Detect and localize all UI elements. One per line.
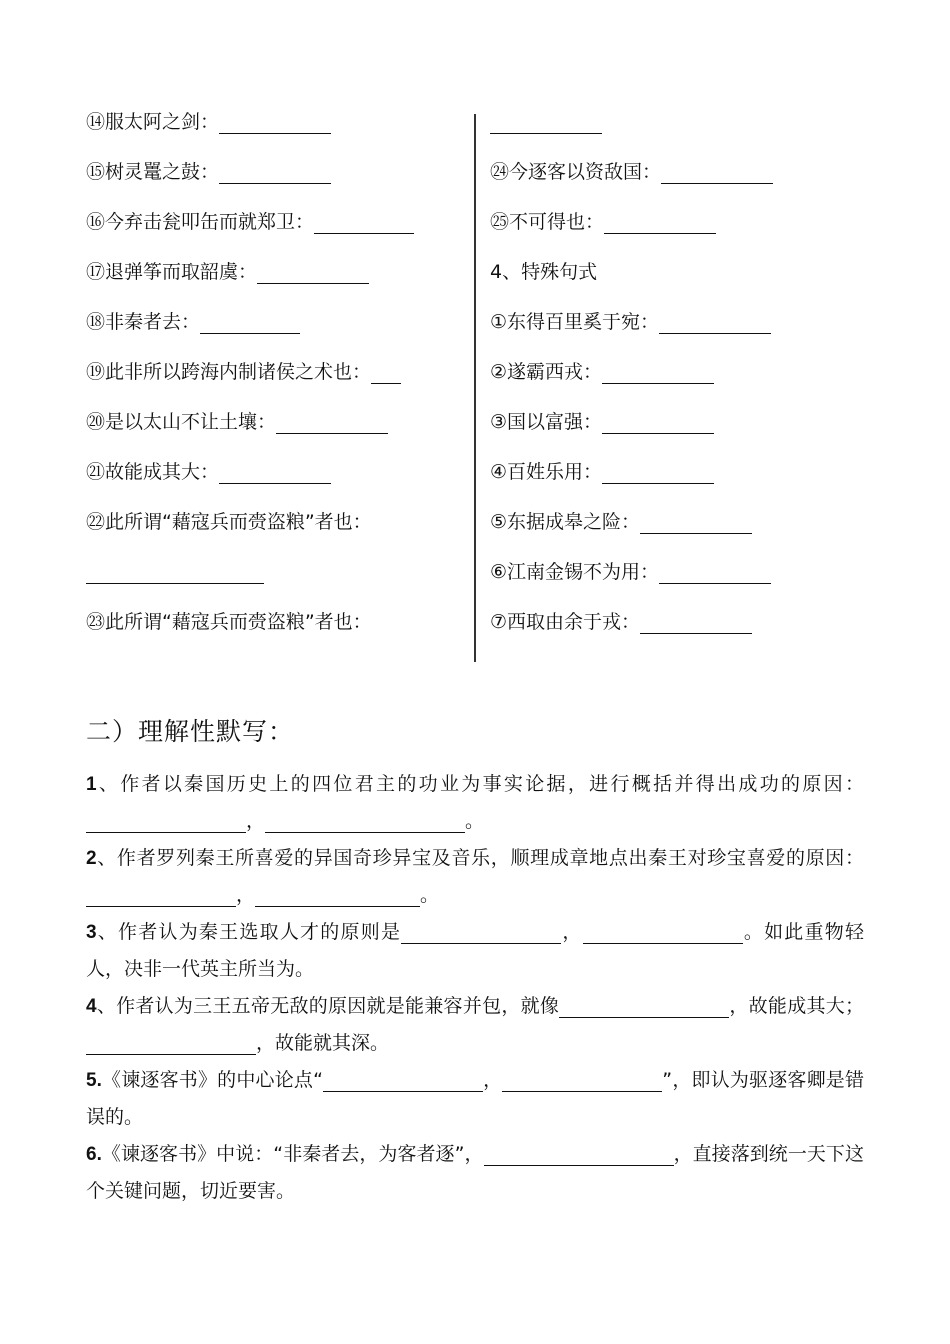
list-item: ⑭服太阿之剑： <box>86 108 464 158</box>
answer-blank[interactable] <box>219 111 331 134</box>
answer-blank[interactable] <box>640 511 752 534</box>
question-5: 5.《谏逐客书》的中心论点“ ， ”，即认为驱逐客卿是错误的。 <box>86 1069 864 1128</box>
section-heading: 二）理解性默写： <box>86 717 295 746</box>
answer-blank[interactable] <box>255 884 420 907</box>
answer-blank[interactable] <box>559 995 729 1018</box>
answer-blank[interactable] <box>323 1069 483 1092</box>
question-6: 6.《谏逐客书》中说：“非秦者去，为客者逐”， ，直接落到统一天下这个关键问题，切近要害。 <box>86 1143 864 1202</box>
list-item: ⑯今弃击瓮叩缶而就郑卫： <box>86 208 464 258</box>
left-column <box>86 108 464 658</box>
answer-blank[interactable] <box>86 1032 256 1055</box>
list-item: ③国以富强： <box>490 408 870 458</box>
answer-blank[interactable] <box>371 361 401 384</box>
list-item <box>86 558 464 608</box>
answer-blank[interactable] <box>314 211 414 234</box>
list-item: ㉓此所谓“藉寇兵而赍盗粮”者也： <box>86 611 372 633</box>
answer-blank[interactable] <box>265 810 465 833</box>
column-divider <box>474 114 476 662</box>
answer-blank[interactable] <box>219 461 331 484</box>
answer-blank[interactable] <box>602 411 714 434</box>
comprehension-section <box>86 766 864 1210</box>
list-item: ②遂霸西戎： <box>490 358 870 408</box>
list-item: ㉕不可得也： <box>490 208 870 258</box>
answer-blank[interactable] <box>86 884 236 907</box>
list-item: ⑦西取由余于戎： <box>490 608 870 658</box>
list-item: ④百姓乐用： <box>490 458 870 508</box>
list-item: ⑤东据成皋之险： <box>490 508 870 558</box>
list-item: ⑰退弹筝而取韶虞： <box>86 258 464 308</box>
list-item: ⑳是以太山不让土壤： <box>86 408 464 458</box>
question-2: 2、作者罗列秦王所喜爱的异国奇珍异宝及音乐，顺理成章地点出秦王对珍宝喜爱的原因：， 。 <box>86 847 864 906</box>
list-item: ①东得百里奚于宛： <box>490 308 870 358</box>
answer-blank[interactable] <box>86 561 264 584</box>
answer-blank[interactable] <box>602 361 714 384</box>
list-item: ⑱非秦者去： <box>86 308 464 358</box>
answer-blank[interactable] <box>401 921 561 944</box>
list-item: ㉑故能成其大： <box>86 458 464 508</box>
list-item: ⑥江南金锡不为用： <box>490 558 870 608</box>
question-3: 3、作者认为秦王选取人才的原则是 ， 。如此重物轻人，决非一代英主所当为。 <box>86 921 864 980</box>
answer-blank[interactable] <box>583 921 743 944</box>
answer-blank[interactable] <box>659 311 771 334</box>
answer-blank[interactable] <box>640 611 752 634</box>
list-item <box>490 108 870 158</box>
answer-blank[interactable] <box>276 411 388 434</box>
answer-blank[interactable] <box>502 1069 662 1092</box>
answer-blank[interactable] <box>484 1143 674 1166</box>
answer-blank[interactable] <box>257 261 369 284</box>
list-item: ⑮树灵鼍之鼓： <box>86 158 464 208</box>
right-column <box>490 108 870 658</box>
answer-blank[interactable] <box>219 161 331 184</box>
section-subheading: 4、特殊句式 <box>490 261 598 283</box>
answer-blank[interactable] <box>661 161 773 184</box>
answer-blank[interactable] <box>602 461 714 484</box>
list-item: ㉒此所谓“藉寇兵而赍盗粮”者也： <box>86 511 372 533</box>
answer-blank[interactable] <box>659 561 771 584</box>
answer-blank[interactable] <box>200 311 300 334</box>
answer-blank[interactable] <box>86 810 246 833</box>
question-1: 1、作者以秦国历史上的四位君主的功业为事实论据，进行概括并得出成功的原因：， 。 <box>86 773 864 832</box>
answer-blank[interactable] <box>604 211 716 234</box>
question-4: 4、作者认为三王五帝无敌的原因就是能兼容并包，就像 ，故能成其大；，故能就其深。 <box>86 995 864 1054</box>
list-item: ㉔今逐客以资敌国： <box>490 158 870 208</box>
answer-blank[interactable] <box>490 111 602 134</box>
list-item: ⑲此非所以跨海内制诸侯之术也： <box>86 358 464 408</box>
